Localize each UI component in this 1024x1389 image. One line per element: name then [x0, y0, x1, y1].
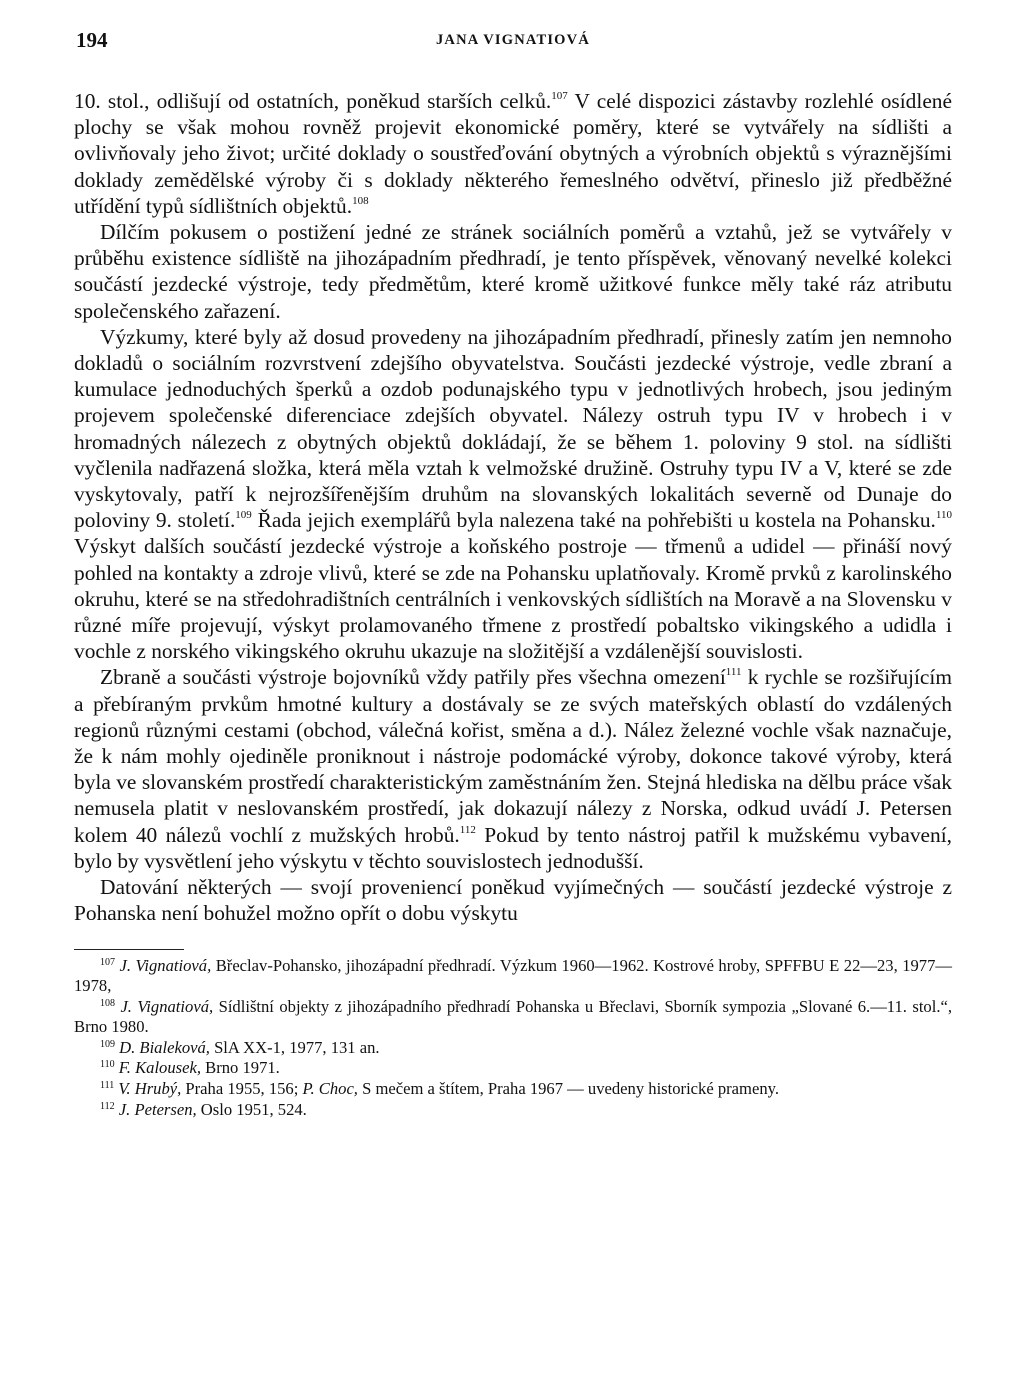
text-run: k rychle se rozšiřujícím a přebíraným prvkům hmotné kultury a dostávaly se ze svých mateřských oblastí do vzdálených regionů různými cestami (obchod, válečná kořist, směna a d.). Nález železné vochle však naznačuje, že k nám mohly ojediněle proniknout i nástroje podomácké výroby, dokonce takové výroby, která byla ve slovanském prostředí charakteristickým zaměstnáním žen. Stejná hlediska na dělbu práce však nemusela platit v neslovanském prostředí, jak dokazují nálezy z Norska, odkud uvádí J. Petersen kolem 40 nálezů vochlí z mužských hrobů. — [74, 665, 952, 847]
text-run: Výzkumy, které byly až dosud provedeny na jihozápadním předhradí, přinesly zatím jen nemnoho dokladů o sociálním rozvrstvení zdejšího obyvatelstva. Součásti jezdecké výstroje, vedle zbraní a kumulace jednoduchých šperků a ozdob podunajského typu v jednotlivých hrobech, jsou jediným projevem společenské diferenciace zdejších obyvatel. Nálezy ostruh typu IV v hrobech i v hromadných nálezech z obytných objektů dokládají, že se během 1. poloviny 9 stol. na sídlišti vyčlenila nadřazená složka, která měla vztah k velmožské družině. Ostruhy typu IV a V, které se zde vyskytovaly, patří k nejrozšířenějším druhům na slovanských lokalitách severně od Dunaje do poloviny 9. století. — [74, 324, 952, 533]
author-name: P. Choc, — [302, 1079, 358, 1099]
footnote — [74, 1038, 952, 1059]
footnote-divider — [74, 949, 184, 950]
text-run: Zbraně a součásti výstroje bojovníků vždy patřily přes všechna omezení — [100, 665, 726, 690]
footnote-reference[interactable]: 107 — [100, 956, 115, 968]
page — [74, 28, 952, 1120]
footnote-reference[interactable]: 110 — [935, 509, 952, 522]
text-run: Řada jejich exemplářů byla nalezena také na pohřebišti u kostela na Pohansku. — [251, 508, 936, 533]
footnote-reference[interactable]: 109 — [235, 509, 252, 522]
text-run: Výskyt dalších součástí jezdecké výstroje a koňského postroje — třmenů a udidel — přináší nový pohled na kontakty a zdroje vlivů, které se zde na Pohansku uplatňovaly. Kromě prvků z karolinského okruhu, které se na středohradištních centrálních i venkovských sídlištích na Moravě a na Slovensku v různé míře projevují, výskyt prolamovaného třmene z prostředí pobaltsko vikingského a udidla i vochle z norského vikingského okruhu ukazuje na složitější a vzdálenější souvislosti. — [74, 534, 952, 664]
footnote — [74, 1079, 952, 1100]
author-name: D. Bialeková, — [115, 1037, 210, 1057]
paragraph — [74, 88, 952, 219]
footnote-reference[interactable]: 111 — [100, 1080, 115, 1092]
footnote — [74, 1058, 952, 1079]
text-run: Dílčím pokusem o postižení jedné ze stránek sociálních poměrů a vztahů, jež se vytvářely v průběhu existence sídliště na jihozápadním předhradí, je tento příspěvek, věnovaný nevelké kolekci součástí jezdecké výstroje, tedy předmětům, které kromě užitkové funkce měly také ráz atributu společenského zařazení. — [74, 220, 952, 323]
running-head: JANA VIGNATIOVÁ — [435, 32, 591, 48]
footnote-reference[interactable]: 107 — [551, 90, 568, 102]
footnote — [74, 1100, 952, 1121]
footnote-reference[interactable]: 111 — [725, 666, 742, 679]
text-run: Břeclav-Pohansko, jihozápadní předhradí. Výzkum 1960—1962. Kostrové hroby, SPFFBU E 22—23, 1977—1978, — [74, 955, 952, 996]
footnotes — [74, 956, 952, 1121]
paragraph — [74, 324, 952, 665]
paragraph — [74, 219, 952, 324]
text-run: Datování některých — svojí proveniencí poněkud vyjímečných — součástí jezdecké výstroje z Pohanska není bohužel možno opřít o dobu výskytu — [74, 875, 952, 926]
text-run: 10. stol., odlišují od ostatních, poněkud starších celků. — [74, 89, 552, 113]
text-run: Sídlištní objekty z jihozápadního předhradí Pohanska u Břeclavi, Sborník sympozia „Slované 6.—11. stol.“, Brno 1980. — [74, 996, 953, 1037]
footnote-reference[interactable]: 110 — [100, 1059, 115, 1071]
paragraph — [74, 664, 952, 874]
footnote — [74, 997, 952, 1038]
page-header — [74, 28, 952, 58]
footnote-reference[interactable]: 112 — [459, 823, 476, 836]
text-run: Pokud by tento nástroj patřil k mužskému vybavení, bylo by vysvětlení jeho výskytu v těchto souvislostech jednodušší. — [74, 822, 952, 873]
footnote-reference[interactable]: 109 — [100, 1038, 115, 1050]
footnote — [74, 956, 952, 997]
text-run: S mečem a štítem, Praha 1967 — uvedeny historické prameny. — [357, 1079, 779, 1099]
text-run: Brno 1971. — [201, 1058, 280, 1078]
footnote-reference[interactable]: 112 — [100, 1100, 115, 1112]
author-name: J. Vignatiová, — [115, 996, 214, 1016]
text-run: SlA XX-1, 1977, 131 an. — [209, 1037, 380, 1057]
page-number: 194 — [76, 28, 108, 52]
body-text — [74, 88, 952, 927]
author-name: J. Petersen, — [114, 1099, 197, 1119]
text-run: Praha 1955, 156; — [181, 1079, 303, 1099]
author-name: V. Hrubý, — [114, 1079, 182, 1099]
footnote-reference[interactable]: 108 — [352, 194, 369, 207]
author-name: J. Vignatiová, — [115, 955, 212, 975]
text-run: Oslo 1951, 524. — [196, 1099, 307, 1119]
author-name: F. Kalousek, — [114, 1058, 201, 1078]
text-run: V celé dispozici zástavby rozlehlé osídlené plochy se však mohou rovněž projevit ekonomické poměry, které se vytvářely na sídlišti a ovlivňovaly jeho život; určité doklady o soustřeďování obytných a výrobních objektů s výraznějšími doklady zemědělské výroby či s doklady některého řemeslného odvětví, přineslo již předběžné utřídění typů sídlištních objektů. — [74, 89, 952, 218]
footnote-reference[interactable]: 108 — [100, 997, 115, 1009]
paragraph — [74, 874, 952, 926]
